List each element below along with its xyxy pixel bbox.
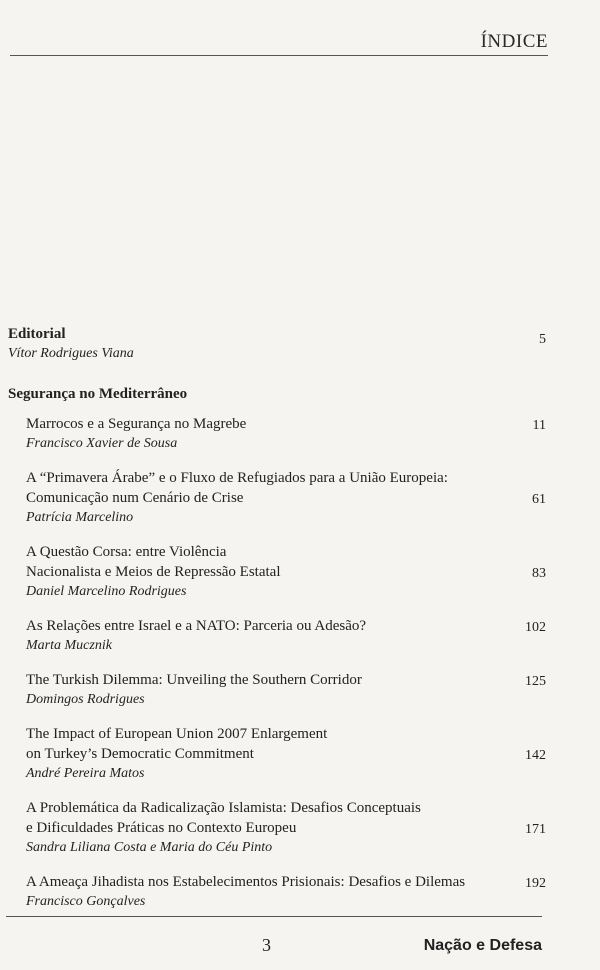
table-of-contents (8, 324, 546, 916)
entry-page: 102 (525, 620, 546, 635)
footer-rule (6, 916, 542, 917)
entry-page: 11 (532, 418, 546, 433)
entry-page: 142 (525, 748, 546, 763)
entry-title-line: A Questão Corsa: entre Violência (26, 544, 227, 560)
entry-title-line: Nacionalista e Meios de Repressão Estatal (26, 564, 281, 580)
entry-title-line: e Dificuldades Práticas no Contexto Europeu (26, 820, 297, 836)
entry-page: 61 (532, 492, 546, 507)
entry-author: Marta Mucznik (26, 638, 112, 653)
entry-author: Patrícia Marcelino (26, 510, 134, 525)
toc-entry[interactable] (26, 794, 546, 862)
entry-title-line: The Turkish Dilemma: Unveiling the Southern Corridor (26, 672, 362, 688)
entry-page: 125 (525, 674, 546, 689)
entry-author: Sandra Liliana Costa e Maria do Céu Pinto (26, 840, 273, 855)
entry-author: Francisco Gonçalves (26, 894, 146, 909)
entry-author: Francisco Xavier de Sousa (26, 436, 178, 451)
entry-title-line: A Problemática da Radicalização Islamista: Desafios Conceptuais (26, 800, 421, 816)
entry-page: 83 (532, 566, 546, 581)
entry-page: 171 (525, 822, 546, 837)
entry-title-line: The Impact of European Union 2007 Enlargement (26, 726, 328, 742)
editorial-author: Vítor Rodrigues Viana (8, 346, 134, 361)
entry-title-line: on Turkey’s Democratic Commitment (26, 746, 254, 762)
entry-title-line: As Relações entre Israel e a NATO: Parceria ou Adesão? (26, 618, 367, 634)
toc-entry[interactable] (26, 464, 546, 532)
entry-author: Daniel Marcelino Rodrigues (26, 584, 187, 599)
editorial-title: Editorial (8, 326, 66, 342)
publication-name: Nação e Defesa (423, 937, 542, 954)
toc-entry[interactable] (26, 410, 546, 458)
entry-title-line: Marrocos e a Segurança no Magrebe (26, 416, 247, 432)
toc-entry[interactable] (26, 868, 546, 916)
section-heading: Segurança no Mediterrâneo (8, 386, 188, 402)
entry-author: Domingos Rodrigues (26, 692, 145, 707)
toc-entry[interactable] (26, 666, 546, 714)
toc-editorial[interactable] (8, 324, 546, 364)
page-number: 3 (262, 935, 271, 955)
toc-entry[interactable] (26, 612, 546, 660)
toc-entry[interactable] (26, 720, 546, 788)
editorial-page: 5 (539, 332, 546, 347)
header-rule (10, 55, 548, 56)
entry-title-line: A “Primavera Árabe” e o Fluxo de Refugiados para a União Europeia: (26, 470, 448, 486)
page-header-title: ÍNDICE (480, 31, 548, 52)
entry-title-line: Comunicação num Cenário de Crise (26, 490, 244, 506)
entry-title-line: A Ameaça Jihadista nos Estabelecimentos Prisionais: Desafios e Dilemas (26, 874, 466, 890)
entry-page: 192 (525, 876, 546, 891)
entry-author: André Pereira Matos (26, 766, 145, 781)
toc-entry[interactable] (26, 538, 546, 606)
